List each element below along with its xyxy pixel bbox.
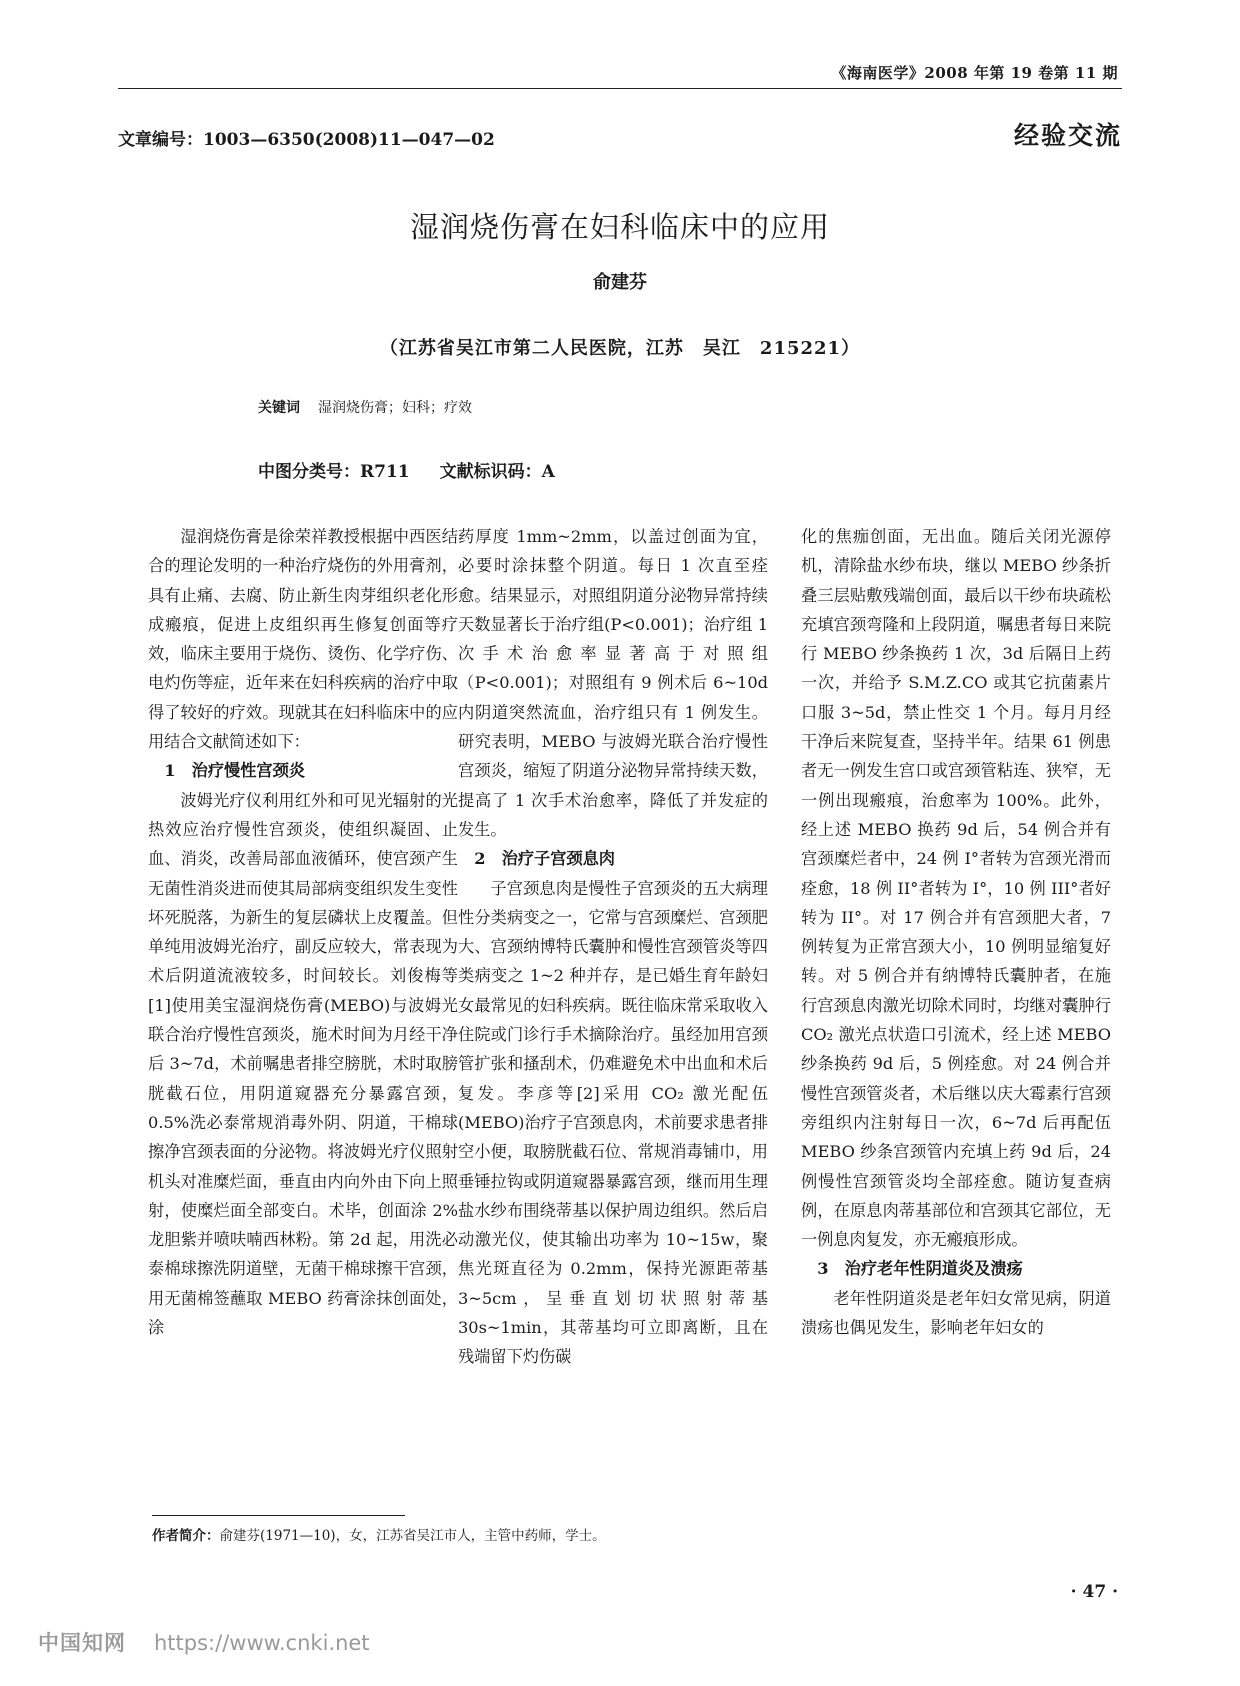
column-label: 经验交流 bbox=[1013, 121, 1122, 150]
body-column-3 bbox=[801, 522, 1111, 1342]
article-title: 湿润烧伤膏在妇科临床中的应用 bbox=[409, 210, 830, 244]
paragraph: 药厚度 1mm~2mm，以盖过创面为宜，必要时涂抹整个阴道。每日 1 次直至痊愈。结果显示，对照组阴道分泌物异常持续天数显著长于治疗组(P<0.001)；治疗组 1 次手术治愈率显著高于对照组（P<0.001)；对照组有 9 例术后 6~10d 内阴道突然流血，治疗组只有 1 例发生。研究表明，MEBO 与波姆光联合治疗慢性宫颈炎，缩短了阴道分泌物异常持续天数，提高了 1 次手术治愈率，降低了并发症的发生。 bbox=[458, 527, 768, 839]
footnote-text: 俞建芬(1971—10)，女，江苏省吴江市人，主管中药师，学士。 bbox=[219, 1528, 606, 1544]
paragraph: 老年性阴道炎是老年妇女常见病，阴道溃疡也偶见发生，影响老年妇女的 bbox=[801, 1288, 1111, 1338]
journal-reference: 《海南医学》2008 年第 19 卷第 11 期 bbox=[831, 64, 1118, 82]
author-affiliation: （江苏省吴江市第二人民医院，江苏 吴江 215221） bbox=[379, 338, 861, 359]
clc-value: R711 bbox=[360, 462, 410, 482]
author-name: 俞建芬 bbox=[593, 272, 647, 293]
keywords-text: 湿润烧伤膏；妇科；疗效 bbox=[318, 400, 472, 416]
doc-code-label: 文献标识码： bbox=[439, 462, 542, 482]
article-number: 文章编号：1003—6350(2008)11—047—02 bbox=[118, 130, 495, 150]
watermark bbox=[38, 1627, 370, 1657]
keywords-label: 关键词 bbox=[258, 400, 300, 416]
watermark-brand: 中国知网 bbox=[38, 1631, 126, 1655]
page-number: · 47 · bbox=[1070, 1582, 1118, 1602]
keywords-line bbox=[258, 397, 472, 417]
section-heading-2: 2 治疗子宫颈息肉 bbox=[474, 849, 615, 869]
paragraph: 子宫颈息肉是慢性子宫颈炎的五大病理性分类病变之一，它常与宫颈糜烂、宫颈肥大、宫颈纳博特氏囊肿和慢性宫颈管炎等四类病变之 1~2 种并存，是已婚生育年龄妇女最常见的妇科疾病。既往临床常采取收入住院或门诊行手术摘除治疗。虽经加用宫颈管扩张和搔刮术，仍难避免术中出血和术后复发。李彦等[2]采用 CO₂ 激光配伍 (MEBO)治疗子宫颈息肉，术前要求患者排空小便，取膀胱截石位、常规消毒铺巾，用垂锤拉钩或阴道窥器暴露宫颈，继而用生理盐水纱布围绕蒂基以保护周边组织。然后启动激光仪，使其输出功率为 10~15w，聚焦光斑直径为 0.2mm，保持光源距蒂基 3~5cm，呈垂直划切状照射蒂基 30s~1min，其蒂基均可立即离断，且在残端留下灼伤碳 bbox=[458, 878, 768, 1367]
section-heading-1: 1 治疗慢性宫颈炎 bbox=[164, 761, 305, 781]
doc-code-value: A bbox=[541, 462, 555, 482]
body-column-1 bbox=[148, 522, 458, 1342]
clc-label: 中图分类号： bbox=[258, 462, 360, 482]
header-rule bbox=[118, 88, 1122, 89]
footnote-label: 作者简介： bbox=[152, 1528, 220, 1544]
watermark-url: https://www.cnki.net bbox=[154, 1631, 370, 1655]
footnote-rule bbox=[152, 1515, 405, 1516]
author-footnote bbox=[152, 1524, 606, 1544]
section-heading-3: 3 治疗老年性阴道炎及溃疡 bbox=[817, 1259, 1023, 1279]
paragraph: 波姆光疗仪利用红外和可见光辐射的光热效应治疗慢性宫颈炎，使组织凝固、止血、消炎，改善局部血液循环，使宫颈产生无菌性消炎进而使其局部病变组织发生变性坏死脱落，为新生的复层磷状上皮覆盖。但单纯用波姆光治疗，副反应较大，常表现为术后阴道流液较多，时间较长。刘俊梅等[1]使用美宝湿润烧伤膏(MEBO)与波姆光联合治疗慢性宫颈炎，施术时间为月经干净后 3~7d，术前嘱患者排空膀胱，术时取膀胱截石位，用阴道窥器充分暴露宫颈，0.5%洗必泰常规消毒外阴、阴道，干棉球擦净宫颈表面的分泌物。将波姆光疗仪照射机头对准糜烂面，垂直由内向外由下向上照射，使糜烂面全部变白。术毕，创面涂 2%龙胆紫并喷呋喃西林粉。第 2d 起，用洗必泰棉球擦洗阴道壁，无菌干棉球擦干宫颈，用无菌棉签蘸取 MEBO 药膏涂抹创面处，涂 bbox=[148, 790, 458, 1338]
paragraph: 化的焦痂创面，无出血。随后关闭光源停机，清除盐水纱布块，继以 MEBO 纱条折叠三层贴敷残端创面，最后以干纱布块疏松充填宫颈弯隆和上段阴道，嘱患者每日来院行 MEBO 纱条换药 1 次，3d 后隔日上药一次，并给予 S.M.Z.CO 或其它抗菌素片口服 3~5d，禁止性交 1 个月。每月月经干净后来院复查，坚持半年。结果 61 例患者无一例发生宫口或宫颈管粘连、狭窄，无一例出现瘢痕，治愈率为 100%。此外，经上述 MEBO 换药 9d 后，54 例合并有宫颈糜烂者中，24 例 I°者转为宫颈光滑而痊愈，18 例 II°者转为 I°，10 例 III°者好转为 II°。对 17 例合并有宫颈肥大者，7 例转复为正常宫颈大小，10 例明显缩复好转。对 5 例合并有纳博特氏囊肿者，在施行宫颈息肉激光切除术同时，均继对囊肿行 CO₂ 激光点状造口引流术，经上述 MEBO 纱条换药 9d 后，5 例痊愈。对 24 例合并慢性宫颈管炎者，术后继以庆大霉素行宫颈旁组织内注射每日一次，6~7d 后再配伍 MEBO 纱条宫颈管内充填上药 9d 后，24 例慢性宫颈管炎均全部痊愈。随访复查病例，在原息肉蒂基部位和宫颈其它部位，无一例息肉复发，亦无瘢痕形成。 bbox=[801, 527, 1111, 1250]
body-column-2 bbox=[458, 522, 768, 1372]
paragraph: 湿润烧伤膏是徐荣祥教授根据中西医结合的理论发明的一种治疗烧伤的外用膏剂，具有止痛、去腐、防止新生肉芽组织老化形成瘢痕，促进上皮组织再生修复创面等疗效，临床主要用于烧伤、烫伤、化学疗伤、电灼伤等症，近年来在妇科疾病的治疗中取得了较好的疗效。现就其在妇科临床中的应用结合文献简述如下： bbox=[148, 527, 458, 752]
classification-line bbox=[258, 457, 555, 482]
